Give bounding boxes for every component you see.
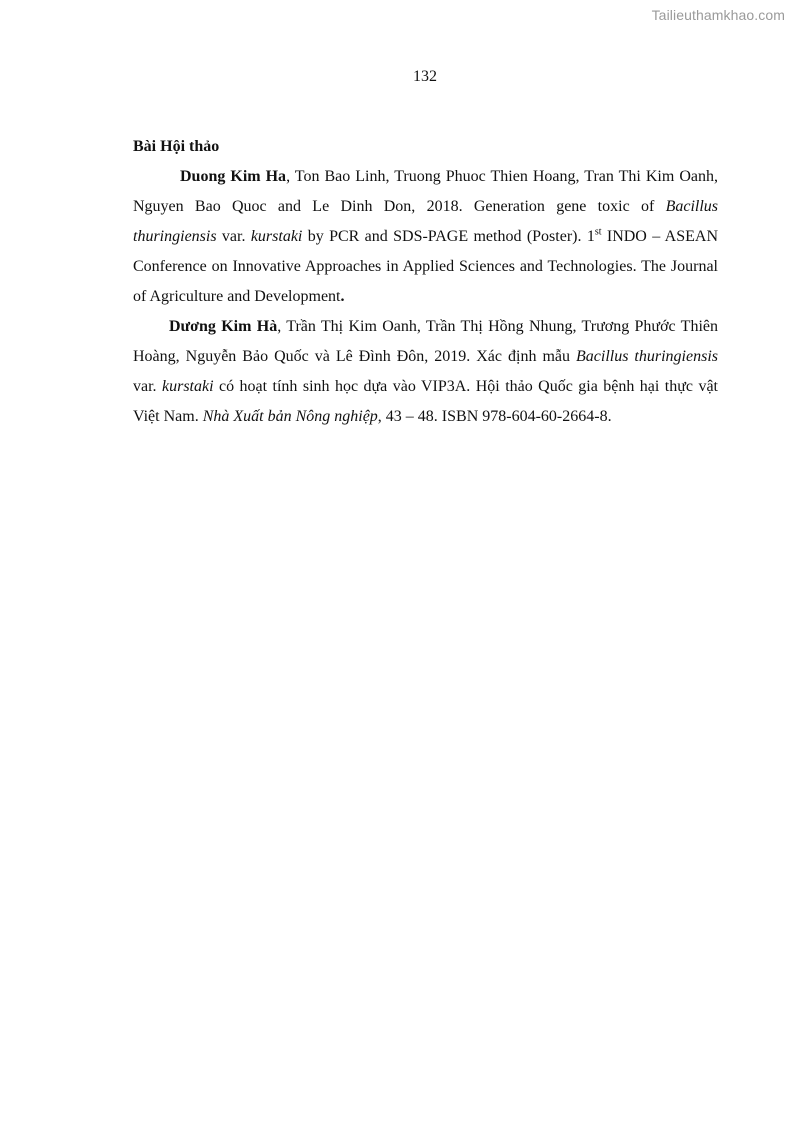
reference-text: INDO – ASEAN Conference on Innovative Approaches in Applied Sciences and Technologies. The Journal of Agriculture and Development [133,228,719,305]
reference-entry-1 [133,162,718,312]
page-number: 132 [413,68,437,85]
reference-text: , 43 – 48. ISBN 978-604-60-2664-8. [377,408,612,425]
species-name: Bacillus thuringiensis [133,198,718,245]
document-body [133,132,718,432]
reference-author: Duong Kim Ha [180,168,287,185]
variety-name: kurstaki [250,228,303,245]
section-heading: Bài Hội thảo [133,138,220,155]
reference-author: Dương Kim Hà [169,318,278,335]
reference-text: var. [216,228,251,245]
reference-text: có hoạt tính sinh học dựa vào VIP3A. Hội thảo Quốc gia bệnh hại thực vật Việt Nam. [133,378,719,425]
reference-text: , Ton Bao Linh, Truong Phuoc Thien Hoang, Tran Thi Kim Oanh, Nguyen Bao Quoc and Le Dinh Don, 2018. Generation gene toxic of [133,168,718,215]
ordinal-superscript: st [594,226,602,238]
species-name: Bacillus thuringiensis [576,348,718,365]
reference-text: by PCR and SDS-PAGE method (Poster). 1 [302,228,595,245]
publisher-name: Nhà Xuất bản Nông nghiệp [202,408,378,425]
variety-name: kurstaki [162,378,214,395]
watermark: Tailieuthamkhao.com [651,7,785,23]
reference-end-period: . [340,288,345,305]
reference-text: var. [133,378,162,395]
reference-text: , Trần Thị Kim Oanh, Trần Thị Hồng Nhung, Trương Phước Thiên Hoàng, Nguyễn Bảo Quốc và Lê Đình Đôn, 2019. Xác định mẫu [133,318,719,365]
reference-entry-2 [133,312,718,432]
